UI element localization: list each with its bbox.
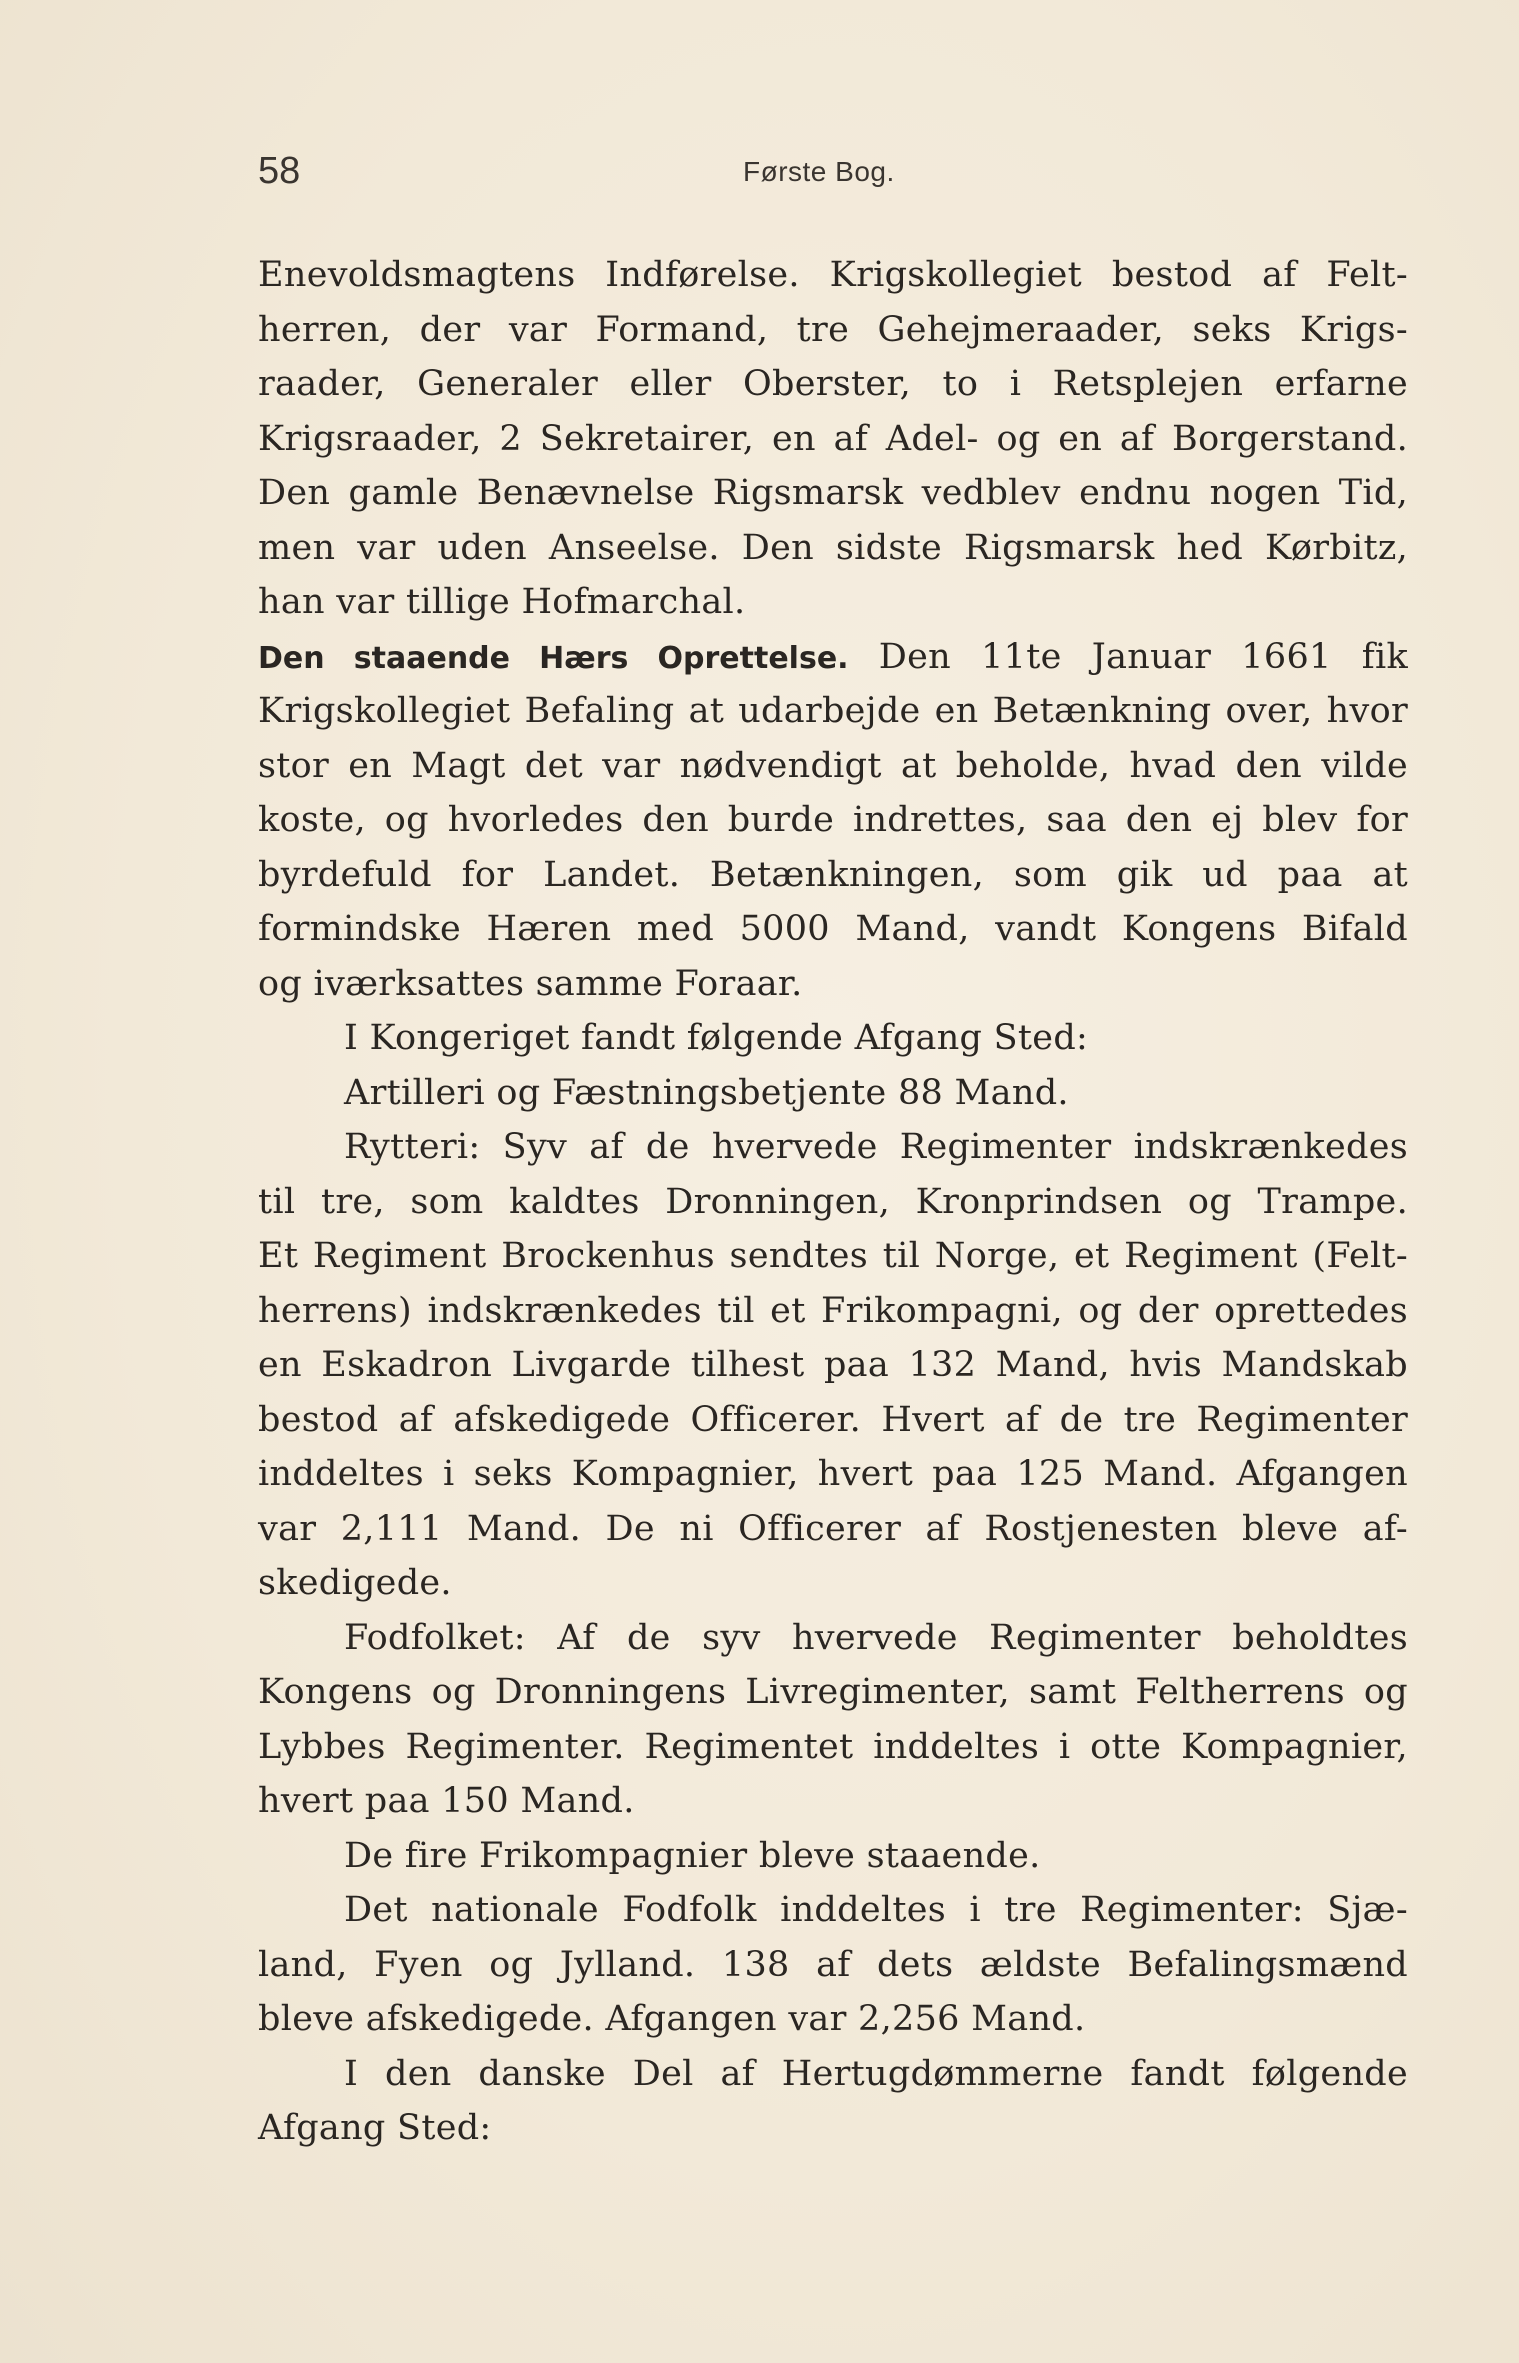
text-line: Krigskollegiet Befaling at udarbejde en Betænkning over, hvor <box>258 691 1408 731</box>
section-heading: Den staaende Hærs Oprettelse. <box>258 640 849 676</box>
paragraph-national: Det nationale Fodfolk inddeltes i tre Regimenter: Sjæ- <box>344 1890 1408 1930</box>
text-line: var 2,111 Mand. De ni Officerer af Rostjenesten bleve af- <box>258 1508 1408 1549</box>
section-heading-line <box>258 630 1408 685</box>
text-line: hvert paa 150 Mand. <box>258 1781 635 1821</box>
text-line: han var tillige Hofmarchal. <box>258 582 746 622</box>
paragraph-kingdom: I Kongeriget fandt følgende Afgang Sted: <box>344 1018 1089 1058</box>
text-line: Den gamle Benævnelse Rigsmarsk vedblev endnu nogen Tid, <box>258 473 1408 513</box>
text-line: Kongens og Dronningens Livregimenter, samt Feltherrens og <box>258 1672 1408 1712</box>
text-line: til tre, som kaldtes Dronningen, Kronprindsen og Trampe. <box>258 1181 1408 1222</box>
text-line: Lybbes Regimenter. Regimentet inddeltes i otte Kompagnier, <box>258 1726 1408 1767</box>
text-line: bleve afskedigede. Afgangen var 2,256 Mand. <box>258 1999 1086 2039</box>
paragraph-cavalry: Rytteri: Syv af de hvervede Regimenter indskrænkedes <box>344 1127 1408 1167</box>
text-line: bestod af afskedigede Officerer. Hvert af de tre Regimenter <box>258 1399 1408 1440</box>
text-line: Krigsraader, 2 Sekretairer, en af Adel- og en af Borgerstand. <box>258 418 1408 459</box>
text-line-rest: Den 11te Januar 1661 fik <box>878 636 1408 677</box>
text-line: raader, Generaler eller Oberster, to i Retsplejen erfarne <box>258 364 1408 404</box>
text-line: Et Regiment Brockenhus sendtes til Norge, et Regiment (Felt- <box>258 1236 1408 1276</box>
text-line: formindske Hæren med 5000 Mand, vandt Kongens Bifald <box>258 909 1408 949</box>
text-line: men var uden Anseelse. Den sidste Rigsmarsk hed Kørbitz, <box>258 527 1408 568</box>
paragraph-duchies: I den danske Del af Hertugdømmerne fandt følgende <box>344 2053 1408 2094</box>
running-title: Første Bog. <box>743 156 895 187</box>
page-number: 58 <box>258 150 301 192</box>
body-text <box>258 248 1408 2156</box>
text-line: land, Fyen og Jylland. 138 af dets ældste Befalingsmænd <box>258 1944 1408 1985</box>
text-line: skedigede. <box>258 1563 452 1603</box>
paragraph-artillery: Artilleri og Fæstningsbetjente 88 Mand. <box>344 1072 1069 1113</box>
paragraph-infantry: Fodfolket: Af de syv hvervede Regimenter beholdtes <box>344 1617 1408 1658</box>
paragraph-free-companies: De fire Frikompagnier bleve staaende. <box>344 1835 1041 1876</box>
text-line: Afgang Sted: <box>258 2108 492 2148</box>
text-line: en Eskadron Livgarde tilhest paa 132 Mand, hvis Mandskab <box>258 1345 1408 1385</box>
page-header <box>258 150 1408 210</box>
text-line: stor en Magt det var nødvendigt at beholde, hvad den vilde <box>258 745 1408 786</box>
text-line: byrdefuld for Landet. Betænkningen, som gik ud paa at <box>258 854 1408 895</box>
text-line: herrens) indskrænkedes til et Frikompagni, og der oprettedes <box>258 1290 1408 1331</box>
text-line: og iværksattes samme Foraar. <box>258 963 803 1004</box>
text-line: herren, der var Formand, tre Gehejmeraader, seks Krigs- <box>258 309 1408 350</box>
text-line: Enevoldsmagtens Indførelse. Krigskollegiet bestod af Felt- <box>258 255 1408 295</box>
text-line: inddeltes i seks Kompagnier, hvert paa 125 Mand. Afgangen <box>258 1454 1408 1494</box>
text-line: koste, og hvorledes den burde indrettes, saa den ej blev for <box>258 800 1408 840</box>
